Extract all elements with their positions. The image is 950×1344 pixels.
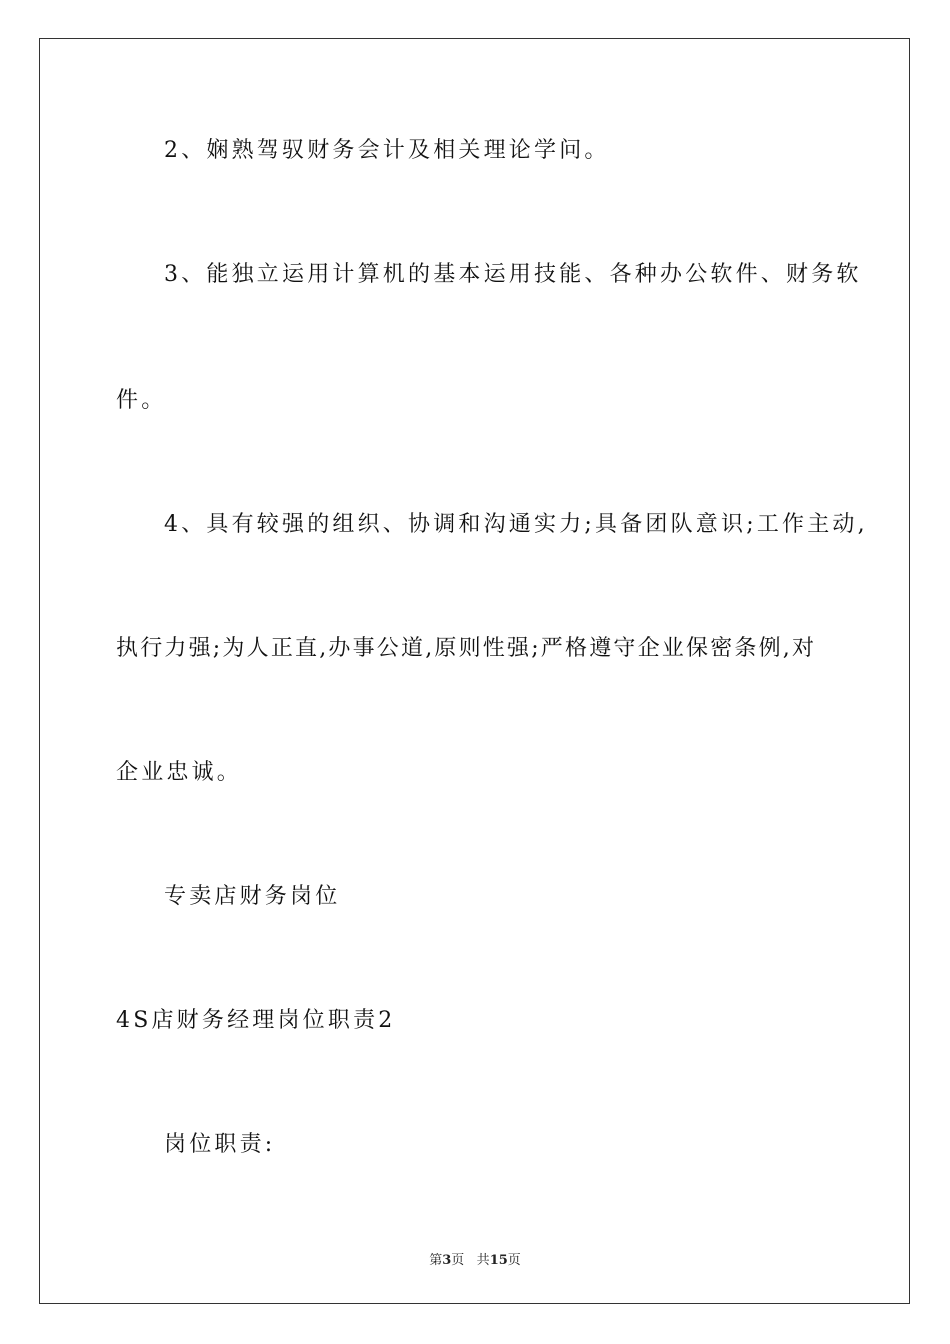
total-prefix: 共 — [476, 1253, 490, 1268]
page-number: 3 — [442, 1253, 452, 1268]
page-suffix: 页 — [451, 1253, 465, 1268]
paragraph-item-4-line-1: 4、具有较强的组织、协调和沟通实力;具备团队意识;工作主动, — [164, 512, 868, 537]
paragraph-item-4-line-2: 执行力强;为人正直,办事公道,原则性强;严格遵守企业保密条例,对 — [116, 636, 817, 661]
paragraph-item-3-line-1: 3、能独立运用计算机的基本运用技能、各种办公软件、财务软 — [164, 262, 862, 287]
page-prefix: 第 — [429, 1253, 443, 1268]
page-footer — [0, 1249, 950, 1268]
subsection-label: 岗位职责: — [164, 1132, 276, 1157]
paragraph-item-4-line-3: 企业忠诚。 — [116, 760, 243, 785]
paragraph-item-3-line-2: 件。 — [116, 388, 167, 413]
section-label: 专卖店财务岗位 — [164, 884, 341, 909]
paragraph-item-2: 2、娴熟驾驭财务会计及相关理论学问。 — [164, 138, 610, 163]
total-pages: 15 — [489, 1253, 508, 1268]
total-suffix: 页 — [507, 1253, 521, 1268]
page-border — [39, 38, 910, 1304]
section-heading: 4S店财务经理岗位职责2 — [116, 1008, 396, 1033]
